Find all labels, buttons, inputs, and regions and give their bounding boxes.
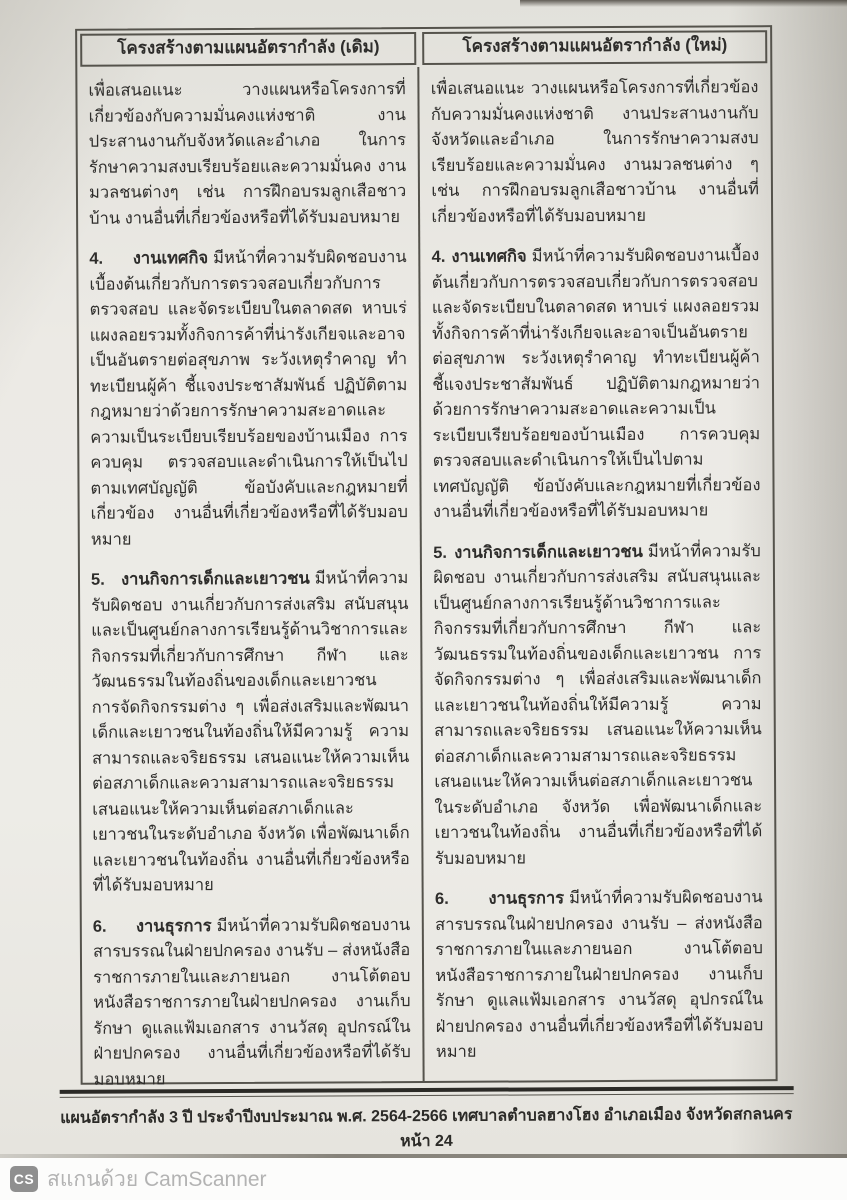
old-paragraph-4 [89, 245, 408, 553]
table-body-row [77, 65, 775, 1089]
column-old [77, 67, 425, 1089]
header-cell-new [419, 27, 770, 67]
camscanner-label: สแกนด้วย CamScanner [47, 1167, 267, 1191]
new-paragraph-4 [432, 243, 761, 525]
header-old-label: โครงสร้างตามแผนอัตรากำลัง (เดิม) [80, 32, 416, 67]
old-paragraph-5 [91, 566, 410, 899]
paragraph-lead: 4. งานเทศกิจ [431, 247, 527, 267]
paragraph-body: มีหน้าที่ความรับผิดชอบ งานเกี่ยวกับการส่งเสริม สนับสนุนและเป็นศูนย์กลางการเรียนรู้ด้านวิชาการและกิจกรรมที่เกี่ยวกับการศึกษา กีฬา และวัฒนธรรมในท้องถิ่นของเด็กและเยาวชน การจัดกิจกรรมต่าง ๆ เพื่อส่งเสริมและพัฒนาเด็กและเยาวชนในท้องถิ่นให้มีความรู้ ความสามารถและจริยธรรม เสนอแนะให้ความเห็นต่อสภาเด็กและความสามารถและจริยธรรม เสนอแนะให้ความเห็นต่อสภาเด็กและเยาวชนในระดับอำเภอ จังหวัด เพื่อพัฒนาเด็กและเยาวชนในท้องถิ่น งานอื่นที่เกี่ยวข้องหรือที่ได้รับมอบหมาย [433, 541, 763, 868]
header-cell-old [77, 29, 420, 69]
new-paragraph-6 [435, 885, 764, 1065]
paragraph-body: เพื่อเสนอแนะ วางแผนหรือโครงการที่เกี่ยวข้องกับความมั่นคงแห่งชาติ งานประสานงานกับจังหวัดและอำเภอ ในการรักษาความสงบเรียบร้อยและความมั่นคง งานมวลชนต่างๆ เช่น การฝึกอบรมลูกเสือชาวบ้าน งานอื่นที่เกี่ยวข้องหรือที่ได้รับมอบหมาย [88, 80, 407, 228]
paragraph-body: มีหน้าที่ความรับผิดชอบงานสารบรรณในฝ่ายปกครอง งานรับ – ส่งหนังสือราชการภายในและภายนอก งานโต้ตอบหนังสือราชการภายในฝ่ายปกครอง งานเก็บรักษา ดูแลแฟ้มเอกสาร งานวัสดุ อุปกรณ์ในฝ่ายปกครอง งานอื่นที่เกี่ยวข้องหรือที่ได้รับมอบหมาย [435, 888, 764, 1062]
paragraph-lead: 4. งานเทศกิจ [89, 249, 209, 268]
column-new [420, 65, 776, 1081]
paragraph-body: มีหน้าที่ความรับผิดชอบ งานเกี่ยวกับการส่งเสริม สนับสนุนและเป็นศูนย์กลางการเรียนรู้ด้านวิชาการและกิจกรรมที่เกี่ยวกับการศึกษา กีฬา และวัฒนธรรมในท้องถิ่นของเด็กและเยาวชน การจัดกิจกรรมต่าง ๆ เพื่อส่งเสริมและพัฒนาเด็กและเยาวชนในท้องถิ่นให้มีความรู้ ความสามารถและจริยธรรม เสนอแนะให้ความเห็นต่อสภาเด็กและความสามารถและจริยธรรม เสนอแนะให้ความเห็นต่อสภาเด็กและเยาวชนในระดับอำเภอ จังหวัด เพื่อพัฒนาเด็กและเยาวชนในท้องถิ่น งานอื่นที่เกี่ยวข้องหรือที่ได้รับมอบหมาย [91, 569, 410, 895]
paragraph-body: มีหน้าที่ความรับผิดชอบงานสารบรรณในฝ่ายปกครอง งานรับ – ส่งหนังสือราชการภายในและภายนอก งานโต้ตอบหนังสือราชการภายในฝ่ายปกครอง งานเก็บรักษา ดูแลแฟ้มเอกสาร งานวัสดุ อุปกรณ์ในฝ่ายปกครอง งานอื่นที่เกี่ยวข้องหรือที่ได้รับมอบหมาย [92, 915, 411, 1089]
new-paragraph-5 [433, 539, 762, 872]
header-new-label: โครงสร้างตามแผนอัตรากำลัง (ใหม่) [422, 30, 767, 65]
paragraph-lead: 6. งานธุรการ [434, 889, 565, 909]
paragraph-lead: 6. งานธุรการ [92, 916, 212, 936]
old-paragraph-continuation [88, 77, 406, 232]
table-header-row [77, 27, 770, 69]
page-footer-text: แผนอัตรากำลัง 3 ปี ประจำปีงบประมาณ พ.ศ. 2564-2566 เทศบาลตำบลฮางโฮง อำเภอเมือง จังหวัดสกลนคร หน้า 24 [60, 1106, 793, 1151]
camscanner-logo-icon: CS [10, 1166, 38, 1192]
comparison-table [75, 25, 778, 1089]
new-paragraph-continuation [431, 75, 759, 230]
old-paragraph-6 [93, 913, 411, 1093]
paragraph-lead: 5. งานกิจการเด็กและเยาวชน [433, 542, 643, 562]
paragraph-body: มีหน้าที่ความรับผิดชอบงานเบื้องต้นเกี่ยวกับการตรวจสอบเกี่ยวกับการตรวจสอบ และจัดระเบียบในตลาดสด หาบเร่ แผงลอยรวมทั้งกิจการค้าที่น่ารังเกียจและอาจเป็นอันตรายต่อสุขภาพ ระวังเหตุรำคาญ ทำทะเบียนผู้ค้า ชี้แจงประชาสัมพันธ์ ปฏิบัติตามกฎหมายว่าด้วยการรักษาความสะอาดและความเป็นระเบียบเรียบร้อยของบ้านเมือง การควบคุม ตรวจสอบและดำเนินการให้เป็นไปตามเทศบัญญัติ ข้อบังคับและกฎหมายที่เกี่ยวข้อง งานอื่นที่เกี่ยวข้องหรือที่ได้รับมอบหมาย [89, 248, 409, 549]
paragraph-body: มีหน้าที่ความรับผิดชอบงานเบื้องต้นเกี่ยวกับการตรวจสอบเกี่ยวกับการตรวจสอบ และจัดระเบียบในตลาดสด หาบเร่ แผงลอยรวมทั้งกิจการค้าที่น่ารังเกียจและอาจเป็นอันตรายต่อสุขภาพ ระวังเหตุรำคาญ ทำทะเบียนผู้ค้า ชี้แจงประชาสัมพันธ์ ปฏิบัติตามกฎหมายว่าด้วยการรักษาความสะอาดและความเป็นระเบียบเรียบร้อยของบ้านเมือง การควบคุม ตรวจสอบและดำเนินการให้เป็นไปตามเทศบัญญัติ ข้อบังคับและกฎหมายที่เกี่ยวข้อง งานอื่นที่เกี่ยวข้องหรือที่ได้รับมอบหมาย [431, 246, 761, 522]
paragraph-lead: 5. งานกิจการเด็กและเยาวชน [90, 569, 310, 589]
camscanner-bar [0, 1158, 847, 1200]
paragraph-body: เพื่อเสนอแนะ วางแผนหรือโครงการที่เกี่ยวข้องกับความมั่นคงแห่งชาติ งานประสานงานกับจังหวัดและอำเภอ ในการรักษาความสงบเรียบร้อยและความมั่นคง งานมวลชนต่าง ๆ เช่น การฝึกอบรมลูกเสือชาวบ้าน งานอื่นที่เกี่ยวข้องหรือที่ได้รับมอบหมาย [430, 78, 759, 226]
